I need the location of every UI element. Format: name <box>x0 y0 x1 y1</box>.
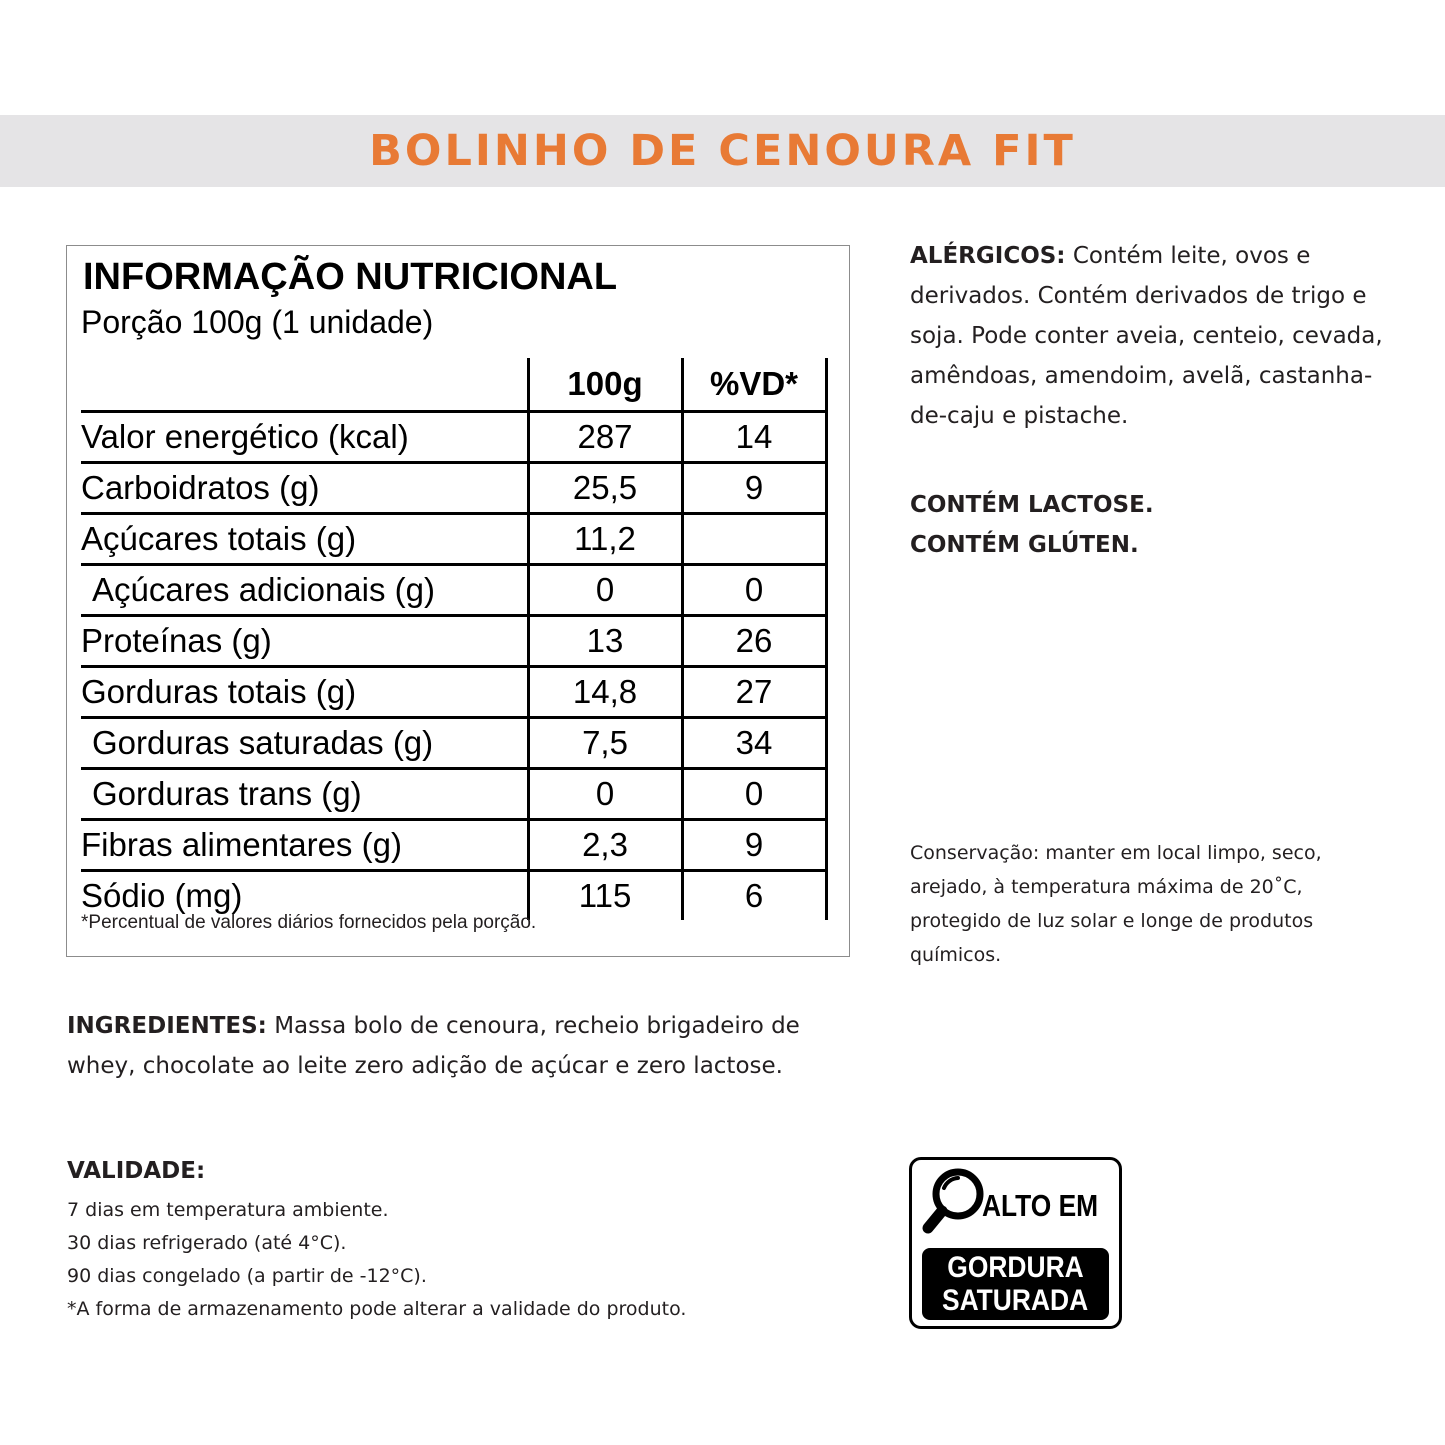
nutrition-row <box>81 769 826 820</box>
nutrient-label: Valor energético (kcal) <box>81 412 528 463</box>
nutrient-qty: 287 <box>528 412 682 463</box>
nutrition-row <box>81 820 826 871</box>
nutrient-vd: 0 <box>682 769 826 820</box>
nutrition-row <box>81 412 826 463</box>
nutrition-row <box>81 565 826 616</box>
ingredients-label: INGREDIENTES: <box>67 1013 267 1039</box>
validity-line: 30 dias refrigerado (até 4°C). <box>67 1232 347 1254</box>
nutrition-row <box>81 667 826 718</box>
nutrient-qty: 2,3 <box>528 820 682 871</box>
badge-top-text: ALTO EM <box>982 1188 1099 1223</box>
high-saturated-fat-badge <box>909 1157 1122 1329</box>
nutrition-facts-box <box>66 245 850 957</box>
nutrition-footnote: *Percentual de valores diários fornecidos pela porção. <box>81 912 537 933</box>
magnifier-icon <box>922 1166 986 1240</box>
nutrient-qty: 115 <box>528 871 682 921</box>
nutrient-label: Sódio (mg) <box>81 877 243 914</box>
nutrient-vd: 14 <box>682 412 826 463</box>
header-blank <box>81 358 528 412</box>
validity-line: 90 dias congelado (a partir de -12°C). <box>67 1265 427 1287</box>
nutrient-label: Gorduras trans (g) <box>81 769 528 820</box>
nutrient-qty: 13 <box>528 616 682 667</box>
nutrient-label: Gorduras saturadas (g) <box>81 718 528 769</box>
conservation-text: Conservação: manter em local limpo, seco, arejado, à temperatura máxima de 20˚C, protegido de luz solar e longe de produtos químicos. <box>910 842 1322 966</box>
nutrient-vd <box>682 514 826 565</box>
nutrient-qty: 14,8 <box>528 667 682 718</box>
ingredients-text <box>67 1006 827 1086</box>
nutrient-vd: 6 <box>682 871 826 921</box>
nutrition-row <box>81 514 826 565</box>
badge-dark-panel <box>922 1248 1109 1320</box>
header-vd: %VD* <box>682 358 826 412</box>
validity-title: VALIDADE: <box>67 1158 206 1184</box>
validity-line: *A forma de armazenamento pode alterar a validade do produto. <box>67 1298 687 1320</box>
nutrition-header-row <box>81 358 826 412</box>
ingredients-body: Massa bolo de cenoura, recheio brigadeiro de whey, chocolate ao leite zero adição de açúcar e zero lactose. <box>67 1013 800 1079</box>
allergens-label: ALÉRGICOS: <box>910 243 1066 269</box>
allergens-body: Contém leite, ovos e derivados. Contém derivados de trigo e soja. Pode conter aveia, centeio, cevada, amêndoas, amendoim, avelã, castanha-de-caju e pistache. <box>910 243 1383 429</box>
validity-list <box>67 1194 686 1326</box>
product-title: BOLINHO DE CENOURA FIT <box>369 126 1076 176</box>
nutrient-label: Carboidratos (g) <box>81 463 528 514</box>
nutrient-label: Proteínas (g) <box>81 616 528 667</box>
nutrition-title: INFORMAÇÃO NUTRICIONAL <box>83 256 618 298</box>
validity-line: 7 dias em temperatura ambiente. <box>67 1199 389 1221</box>
nutrient-vd: 9 <box>682 820 826 871</box>
nutrition-table <box>81 358 828 920</box>
nutrient-label: Açúcares adicionais (g) <box>81 565 528 616</box>
nutrient-vd: 0 <box>682 565 826 616</box>
nutrient-qty: 0 <box>528 769 682 820</box>
allergens-text <box>910 236 1390 436</box>
nutrient-vd: 26 <box>682 616 826 667</box>
nutrient-vd: 9 <box>682 463 826 514</box>
badge-line-2: SATURADA <box>942 1284 1089 1317</box>
nutrition-row <box>81 463 826 514</box>
nutrient-qty: 11,2 <box>528 514 682 565</box>
nutrient-qty: 7,5 <box>528 718 682 769</box>
nutrient-qty: 0 <box>528 565 682 616</box>
nutrient-vd: 34 <box>682 718 826 769</box>
nutrient-label: Açúcares totais (g) <box>81 514 528 565</box>
lactose-warning: CONTÉM LACTOSE. <box>910 492 1154 518</box>
nutrient-qty: 25,5 <box>528 463 682 514</box>
nutrition-portion: Porção 100g (1 unidade) <box>81 304 434 340</box>
nutrient-label: Fibras alimentares (g) <box>81 820 528 871</box>
gluten-warning: CONTÉM GLÚTEN. <box>910 532 1139 558</box>
nutrition-row <box>81 616 826 667</box>
nutrient-vd: 27 <box>682 667 826 718</box>
badge-line-1: GORDURA <box>947 1251 1084 1284</box>
header-qty: 100g <box>528 358 682 412</box>
title-bar <box>0 115 1445 187</box>
nutrition-row <box>81 718 826 769</box>
nutrient-label: Gorduras totais (g) <box>81 667 528 718</box>
